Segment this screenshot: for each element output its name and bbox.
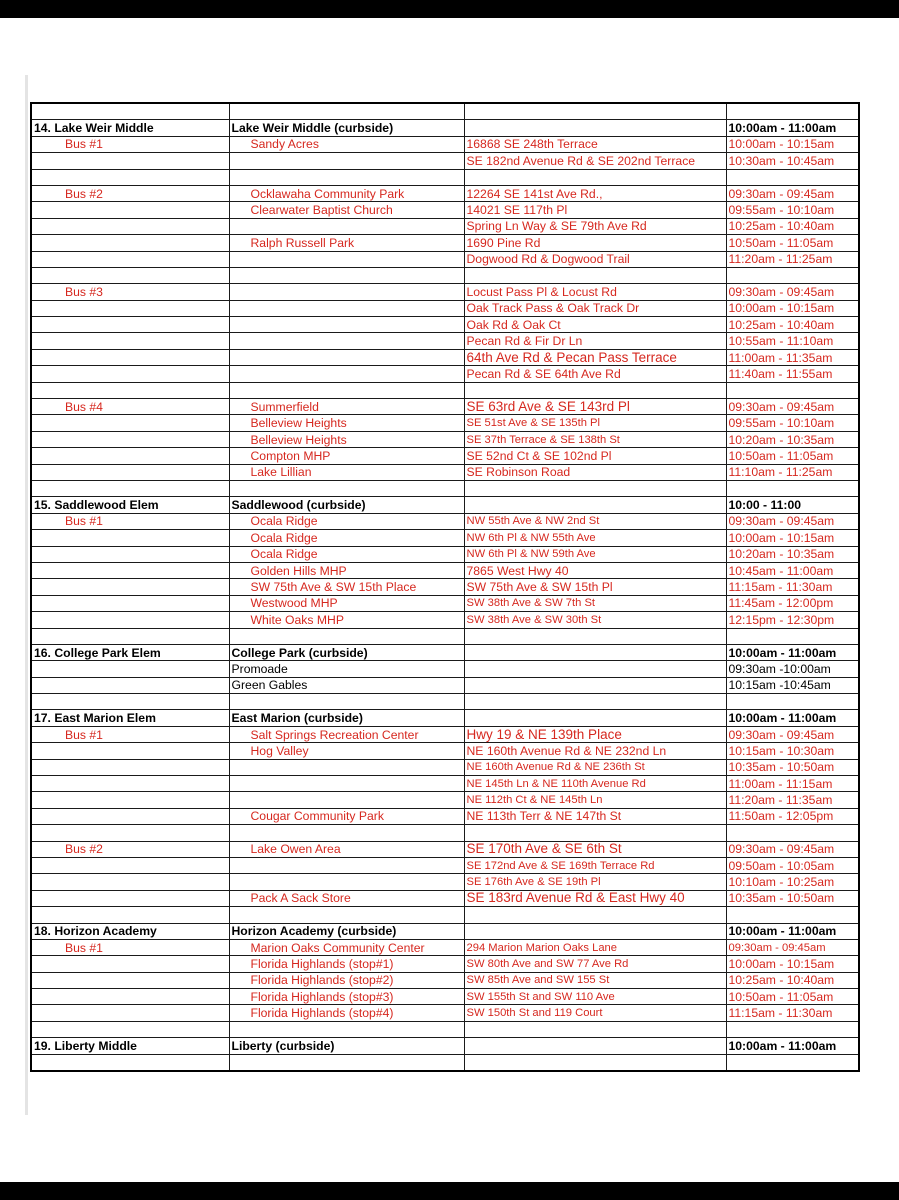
school-row	[31, 644, 859, 660]
time-cell: 10:45am - 11:00am	[726, 562, 859, 578]
time-cell: 09:30am - 09:45am	[726, 841, 859, 857]
address-cell	[464, 1054, 726, 1071]
left-rule	[25, 75, 28, 1115]
stop-name-cell: Ocala Ridge	[229, 513, 464, 529]
address-cell: SW 38th Ave & SW 30th St	[464, 612, 726, 628]
address-cell: SE Robinson Road	[464, 464, 726, 480]
spacer-row	[31, 267, 859, 283]
table-row	[31, 677, 859, 693]
stop-name-cell: Ocala Ridge	[229, 546, 464, 562]
address-cell	[464, 644, 726, 660]
table-row	[31, 939, 859, 955]
address-cell	[464, 169, 726, 185]
group-cell	[31, 612, 229, 628]
stop-name-cell: Belleview Heights	[229, 415, 464, 431]
group-cell	[31, 694, 229, 710]
group-cell	[31, 480, 229, 496]
stop-name-cell	[229, 349, 464, 365]
time-cell	[726, 103, 859, 120]
group-cell: 16. College Park Elem	[31, 644, 229, 660]
group-cell	[31, 317, 229, 333]
group-cell	[31, 300, 229, 316]
time-cell: 10:50am - 11:05am	[726, 448, 859, 464]
stop-name-cell: Pack A Sack Store	[229, 890, 464, 906]
stop-name-cell: Lake Lillian	[229, 464, 464, 480]
stop-name-cell: White Oaks MHP	[229, 612, 464, 628]
group-cell: Bus #4	[31, 399, 229, 415]
time-cell: 10:10am - 10:25am	[726, 874, 859, 890]
table-row	[31, 792, 859, 808]
time-cell: 10:00am - 11:00am	[726, 710, 859, 726]
spacer-row	[31, 480, 859, 496]
group-cell	[31, 251, 229, 267]
address-cell: 16868 SE 248th Terrace	[464, 136, 726, 152]
school-row	[31, 497, 859, 513]
table-row	[31, 776, 859, 792]
time-cell: 11:15am - 11:30am	[726, 579, 859, 595]
table-row	[31, 366, 859, 382]
group-cell	[31, 595, 229, 611]
address-cell: SW 80th Ave and SW 77 Ave Rd	[464, 956, 726, 972]
time-cell: 10:00am - 10:15am	[726, 300, 859, 316]
group-cell	[31, 907, 229, 923]
time-cell: 10:55am - 11:10am	[726, 333, 859, 349]
spacer-row	[31, 169, 859, 185]
time-cell: 09:30am - 09:45am	[726, 185, 859, 201]
group-cell	[31, 546, 229, 562]
table-row	[31, 857, 859, 873]
stop-name-cell	[229, 103, 464, 120]
stop-name-cell: Florida Highlands (stop#3)	[229, 989, 464, 1005]
group-cell	[31, 103, 229, 120]
group-cell	[31, 874, 229, 890]
time-cell: 09:50am - 10:05am	[726, 857, 859, 873]
address-cell	[464, 923, 726, 939]
group-cell	[31, 153, 229, 169]
address-cell: 14021 SE 117th Pl	[464, 202, 726, 218]
group-cell	[31, 1054, 229, 1071]
address-cell: NE 160th Avenue Rd & NE 236th St	[464, 759, 726, 775]
time-cell: 09:30am - 09:45am	[726, 726, 859, 742]
time-cell: 10:00am - 10:15am	[726, 530, 859, 546]
stop-name-cell	[229, 1054, 464, 1071]
group-cell: 14. Lake Weir Middle	[31, 120, 229, 136]
stop-name-cell: Clearwater Baptist Church	[229, 202, 464, 218]
group-cell	[31, 235, 229, 251]
time-cell: 11:15am - 11:30am	[726, 1005, 859, 1021]
table-row	[31, 579, 859, 595]
spacer-row	[31, 1021, 859, 1037]
address-cell: Hwy 19 & NE 139th Place	[464, 726, 726, 742]
stop-name-cell	[229, 153, 464, 169]
address-cell: Dogwood Rd & Dogwood Trail	[464, 251, 726, 267]
address-cell	[464, 267, 726, 283]
spacer-row	[31, 907, 859, 923]
address-cell	[464, 1038, 726, 1054]
time-cell: 09:30am - 09:45am	[726, 399, 859, 415]
table-row	[31, 136, 859, 152]
stop-name-cell: Saddlewood (curbside)	[229, 497, 464, 513]
time-cell: 10:00am - 11:00am	[726, 923, 859, 939]
group-cell: Bus #3	[31, 284, 229, 300]
stop-name-cell	[229, 382, 464, 398]
address-cell: SE 63rd Ave & SE 143rd Pl	[464, 399, 726, 415]
stop-name-cell	[229, 792, 464, 808]
spacer-row	[31, 825, 859, 841]
time-cell	[726, 907, 859, 923]
time-cell: 11:20am - 11:35am	[726, 792, 859, 808]
table-row	[31, 890, 859, 906]
table-row	[31, 1005, 859, 1021]
time-cell: 12:15pm - 12:30pm	[726, 612, 859, 628]
stop-name-cell: East Marion (curbside)	[229, 710, 464, 726]
address-cell: NW 6th Pl & NW 59th Ave	[464, 546, 726, 562]
table-row	[31, 349, 859, 365]
spacer-row	[31, 694, 859, 710]
time-cell	[726, 628, 859, 644]
address-cell	[464, 120, 726, 136]
time-cell: 10:20am - 10:35am	[726, 546, 859, 562]
address-cell: SE 172nd Ave & SE 169th Terrace Rd	[464, 857, 726, 873]
stop-name-cell	[229, 907, 464, 923]
address-cell: NE 112th Ct & NE 145th Ln	[464, 792, 726, 808]
time-cell: 09:55am - 10:10am	[726, 202, 859, 218]
stop-name-cell: Florida Highlands (stop#4)	[229, 1005, 464, 1021]
group-cell	[31, 972, 229, 988]
group-cell	[31, 464, 229, 480]
time-cell	[726, 267, 859, 283]
spacer-row	[31, 1054, 859, 1071]
time-cell: 10:25am - 10:40am	[726, 218, 859, 234]
school-row	[31, 710, 859, 726]
stop-name-cell: Compton MHP	[229, 448, 464, 464]
stop-name-cell: Golden Hills MHP	[229, 562, 464, 578]
time-cell: 10:50am - 11:05am	[726, 235, 859, 251]
group-cell	[31, 857, 229, 873]
address-cell: Pecan Rd & SE 64th Ave Rd	[464, 366, 726, 382]
stop-name-cell: Green Gables	[229, 677, 464, 693]
group-cell	[31, 431, 229, 447]
group-cell	[31, 169, 229, 185]
address-cell: SE 170th Ave & SE 6th St	[464, 841, 726, 857]
address-cell: Oak Rd & Oak Ct	[464, 317, 726, 333]
stop-name-cell	[229, 251, 464, 267]
address-cell: SW 85th Ave and SW 155 St	[464, 972, 726, 988]
time-cell: 11:00am - 11:15am	[726, 776, 859, 792]
address-cell: Oak Track Pass & Oak Track Dr	[464, 300, 726, 316]
time-cell: 11:40am - 11:55am	[726, 366, 859, 382]
time-cell	[726, 825, 859, 841]
time-cell: 09:30am -10:00am	[726, 661, 859, 677]
school-row	[31, 120, 859, 136]
table-row	[31, 661, 859, 677]
group-cell	[31, 1021, 229, 1037]
group-cell	[31, 366, 229, 382]
group-cell	[31, 890, 229, 906]
stop-name-cell: Lake Weir Middle (curbside)	[229, 120, 464, 136]
table-row	[31, 333, 859, 349]
address-cell	[464, 497, 726, 513]
stop-name-cell	[229, 218, 464, 234]
time-cell: 10:20am - 10:35am	[726, 431, 859, 447]
stop-name-cell: Promoade	[229, 661, 464, 677]
stop-name-cell	[229, 333, 464, 349]
table-row	[31, 317, 859, 333]
address-cell	[464, 825, 726, 841]
group-cell	[31, 776, 229, 792]
time-cell: 10:35am - 10:50am	[726, 890, 859, 906]
group-cell	[31, 661, 229, 677]
time-cell: 11:50am - 12:05pm	[726, 808, 859, 824]
time-cell: 11:10am - 11:25am	[726, 464, 859, 480]
table-row	[31, 972, 859, 988]
table-row	[31, 464, 859, 480]
table-row	[31, 431, 859, 447]
address-cell: SE 51st Ave & SE 135th Pl	[464, 415, 726, 431]
table-row	[31, 743, 859, 759]
stop-name-cell	[229, 759, 464, 775]
stop-name-cell	[229, 169, 464, 185]
address-cell: NW 55th Ave & NW 2nd St	[464, 513, 726, 529]
group-cell: 15. Saddlewood Elem	[31, 497, 229, 513]
time-cell: 10:15am - 10:30am	[726, 743, 859, 759]
time-cell	[726, 169, 859, 185]
table-row	[31, 595, 859, 611]
table-row	[31, 989, 859, 1005]
stop-name-cell	[229, 267, 464, 283]
table-row	[31, 415, 859, 431]
group-cell: Bus #1	[31, 136, 229, 152]
group-cell	[31, 202, 229, 218]
group-cell	[31, 415, 229, 431]
time-cell: 09:30am - 09:45am	[726, 513, 859, 529]
group-cell: 17. East Marion Elem	[31, 710, 229, 726]
stop-name-cell: Ralph Russell Park	[229, 235, 464, 251]
table-row	[31, 399, 859, 415]
time-cell: 10:50am - 11:05am	[726, 989, 859, 1005]
stop-name-cell	[229, 857, 464, 873]
address-cell	[464, 661, 726, 677]
time-cell	[726, 480, 859, 496]
group-cell	[31, 792, 229, 808]
stop-name-cell	[229, 317, 464, 333]
group-cell	[31, 530, 229, 546]
time-cell: 10:00am - 11:00am	[726, 644, 859, 660]
address-cell: NE 160th Avenue Rd & NE 232nd Ln	[464, 743, 726, 759]
time-cell: 09:55am - 10:10am	[726, 415, 859, 431]
table-row	[31, 284, 859, 300]
stop-name-cell: Ocklawaha Community Park	[229, 185, 464, 201]
group-cell: Bus #2	[31, 185, 229, 201]
address-cell: Pecan Rd & Fir Dr Ln	[464, 333, 726, 349]
address-cell	[464, 907, 726, 923]
time-cell: 10:25am - 10:40am	[726, 317, 859, 333]
group-cell: Bus #1	[31, 513, 229, 529]
time-cell: 09:30am - 09:45am	[726, 939, 859, 955]
table-row	[31, 185, 859, 201]
stop-name-cell: SW 75th Ave & SW 15th Place	[229, 579, 464, 595]
stop-name-cell	[229, 284, 464, 300]
time-cell: 10:00am - 11:00am	[726, 1038, 859, 1054]
table-row	[31, 218, 859, 234]
group-cell	[31, 825, 229, 841]
time-cell	[726, 1054, 859, 1071]
table-row	[31, 956, 859, 972]
time-cell: 11:20am - 11:25am	[726, 251, 859, 267]
stop-name-cell: College Park (curbside)	[229, 644, 464, 660]
table-row	[31, 251, 859, 267]
group-cell	[31, 349, 229, 365]
time-cell: 11:00am - 11:35am	[726, 349, 859, 365]
time-cell	[726, 694, 859, 710]
table-row	[31, 759, 859, 775]
stop-name-cell: Marion Oaks Community Center	[229, 939, 464, 955]
table-row	[31, 202, 859, 218]
spacer-row	[31, 103, 859, 120]
group-cell	[31, 808, 229, 824]
group-cell	[31, 628, 229, 644]
group-cell	[31, 759, 229, 775]
time-cell: 11:45am - 12:00pm	[726, 595, 859, 611]
stop-name-cell: Belleview Heights	[229, 431, 464, 447]
address-cell: 294 Marion Marion Oaks Lane	[464, 939, 726, 955]
group-cell	[31, 579, 229, 595]
stop-name-cell	[229, 776, 464, 792]
stop-name-cell	[229, 874, 464, 890]
address-cell: SE 182nd Avenue Rd & SE 202nd Terrace	[464, 153, 726, 169]
time-cell: 10:15am -10:45am	[726, 677, 859, 693]
group-cell	[31, 956, 229, 972]
address-cell: SW 38th Ave & SW 7th St	[464, 595, 726, 611]
time-cell: 10:25am - 10:40am	[726, 972, 859, 988]
group-cell	[31, 677, 229, 693]
address-cell: SE 176th Ave & SE 19th Pl	[464, 874, 726, 890]
stop-name-cell	[229, 366, 464, 382]
table-row	[31, 530, 859, 546]
group-cell	[31, 333, 229, 349]
table-row	[31, 448, 859, 464]
time-cell: 10:00am - 10:15am	[726, 956, 859, 972]
stop-name-cell	[229, 628, 464, 644]
table-row	[31, 300, 859, 316]
address-cell	[464, 1021, 726, 1037]
group-cell	[31, 382, 229, 398]
stop-name-cell: Liberty (curbside)	[229, 1038, 464, 1054]
address-cell: NW 6th Pl & NW 55th Ave	[464, 530, 726, 546]
table-row	[31, 808, 859, 824]
stop-name-cell	[229, 300, 464, 316]
stop-name-cell: Summerfield	[229, 399, 464, 415]
bus-schedule-table	[30, 102, 860, 1072]
group-cell: Bus #1	[31, 939, 229, 955]
group-cell	[31, 218, 229, 234]
table-row	[31, 235, 859, 251]
stop-name-cell: Salt Springs Recreation Center	[229, 726, 464, 742]
bottom-bar	[0, 1182, 899, 1200]
group-cell: 19. Liberty Middle	[31, 1038, 229, 1054]
address-cell	[464, 710, 726, 726]
address-cell: 12264 SE 141st Ave Rd.,	[464, 185, 726, 201]
table-row	[31, 612, 859, 628]
time-cell: 10:00am - 10:15am	[726, 136, 859, 152]
stop-name-cell: Sandy Acres	[229, 136, 464, 152]
stop-name-cell: Horizon Academy (curbside)	[229, 923, 464, 939]
time-cell	[726, 382, 859, 398]
top-bar	[0, 0, 899, 18]
stop-name-cell	[229, 1021, 464, 1037]
stop-name-cell: Florida Highlands (stop#1)	[229, 956, 464, 972]
time-cell: 10:00 - 11:00	[726, 497, 859, 513]
time-cell: 09:30am - 09:45am	[726, 284, 859, 300]
group-cell: Bus #2	[31, 841, 229, 857]
time-cell	[726, 1021, 859, 1037]
group-cell: Bus #1	[31, 726, 229, 742]
address-cell: NE 113th Terr & NE 147th St	[464, 808, 726, 824]
address-cell: SE 52nd Ct & SE 102nd Pl	[464, 448, 726, 464]
address-cell	[464, 382, 726, 398]
school-row	[31, 1038, 859, 1054]
table-row	[31, 153, 859, 169]
table-row	[31, 562, 859, 578]
time-cell: 10:00am - 11:00am	[726, 120, 859, 136]
stop-name-cell	[229, 480, 464, 496]
stop-name-cell	[229, 825, 464, 841]
stop-name-cell	[229, 694, 464, 710]
group-cell	[31, 743, 229, 759]
address-cell: NE 145th Ln & NE 110th Avenue Rd	[464, 776, 726, 792]
group-cell: 18. Horizon Academy	[31, 923, 229, 939]
spacer-row	[31, 382, 859, 398]
address-cell: 1690 Pine Rd	[464, 235, 726, 251]
address-cell	[464, 677, 726, 693]
stop-name-cell: Westwood MHP	[229, 595, 464, 611]
address-cell: Spring Ln Way & SE 79th Ave Rd	[464, 218, 726, 234]
table-row	[31, 726, 859, 742]
address-cell: SE 183rd Avenue Rd & East Hwy 40	[464, 890, 726, 906]
address-cell: 7865 West Hwy 40	[464, 562, 726, 578]
table-row	[31, 513, 859, 529]
address-cell: SW 75th Ave & SW 15th Pl	[464, 579, 726, 595]
address-cell: SW 150th St and 119 Court	[464, 1005, 726, 1021]
address-cell	[464, 103, 726, 120]
address-cell	[464, 480, 726, 496]
group-cell	[31, 1005, 229, 1021]
spacer-row	[31, 628, 859, 644]
stop-name-cell: Florida Highlands (stop#2)	[229, 972, 464, 988]
table-row	[31, 546, 859, 562]
group-cell	[31, 267, 229, 283]
table-row	[31, 841, 859, 857]
group-cell	[31, 448, 229, 464]
stop-name-cell: Ocala Ridge	[229, 530, 464, 546]
group-cell	[31, 562, 229, 578]
school-row	[31, 923, 859, 939]
address-cell: SE 37th Terrace & SE 138th St	[464, 431, 726, 447]
time-cell: 10:35am - 10:50am	[726, 759, 859, 775]
address-cell	[464, 628, 726, 644]
stop-name-cell: Cougar Community Park	[229, 808, 464, 824]
table-row	[31, 874, 859, 890]
address-cell: 64th Ave Rd & Pecan Pass Terrace	[464, 349, 726, 365]
stop-name-cell: Lake Owen Area	[229, 841, 464, 857]
group-cell	[31, 989, 229, 1005]
address-cell: Locust Pass Pl & Locust Rd	[464, 284, 726, 300]
time-cell: 10:30am - 10:45am	[726, 153, 859, 169]
address-cell	[464, 694, 726, 710]
address-cell: SW 155th St and SW 110 Ave	[464, 989, 726, 1005]
stop-name-cell: Hog Valley	[229, 743, 464, 759]
